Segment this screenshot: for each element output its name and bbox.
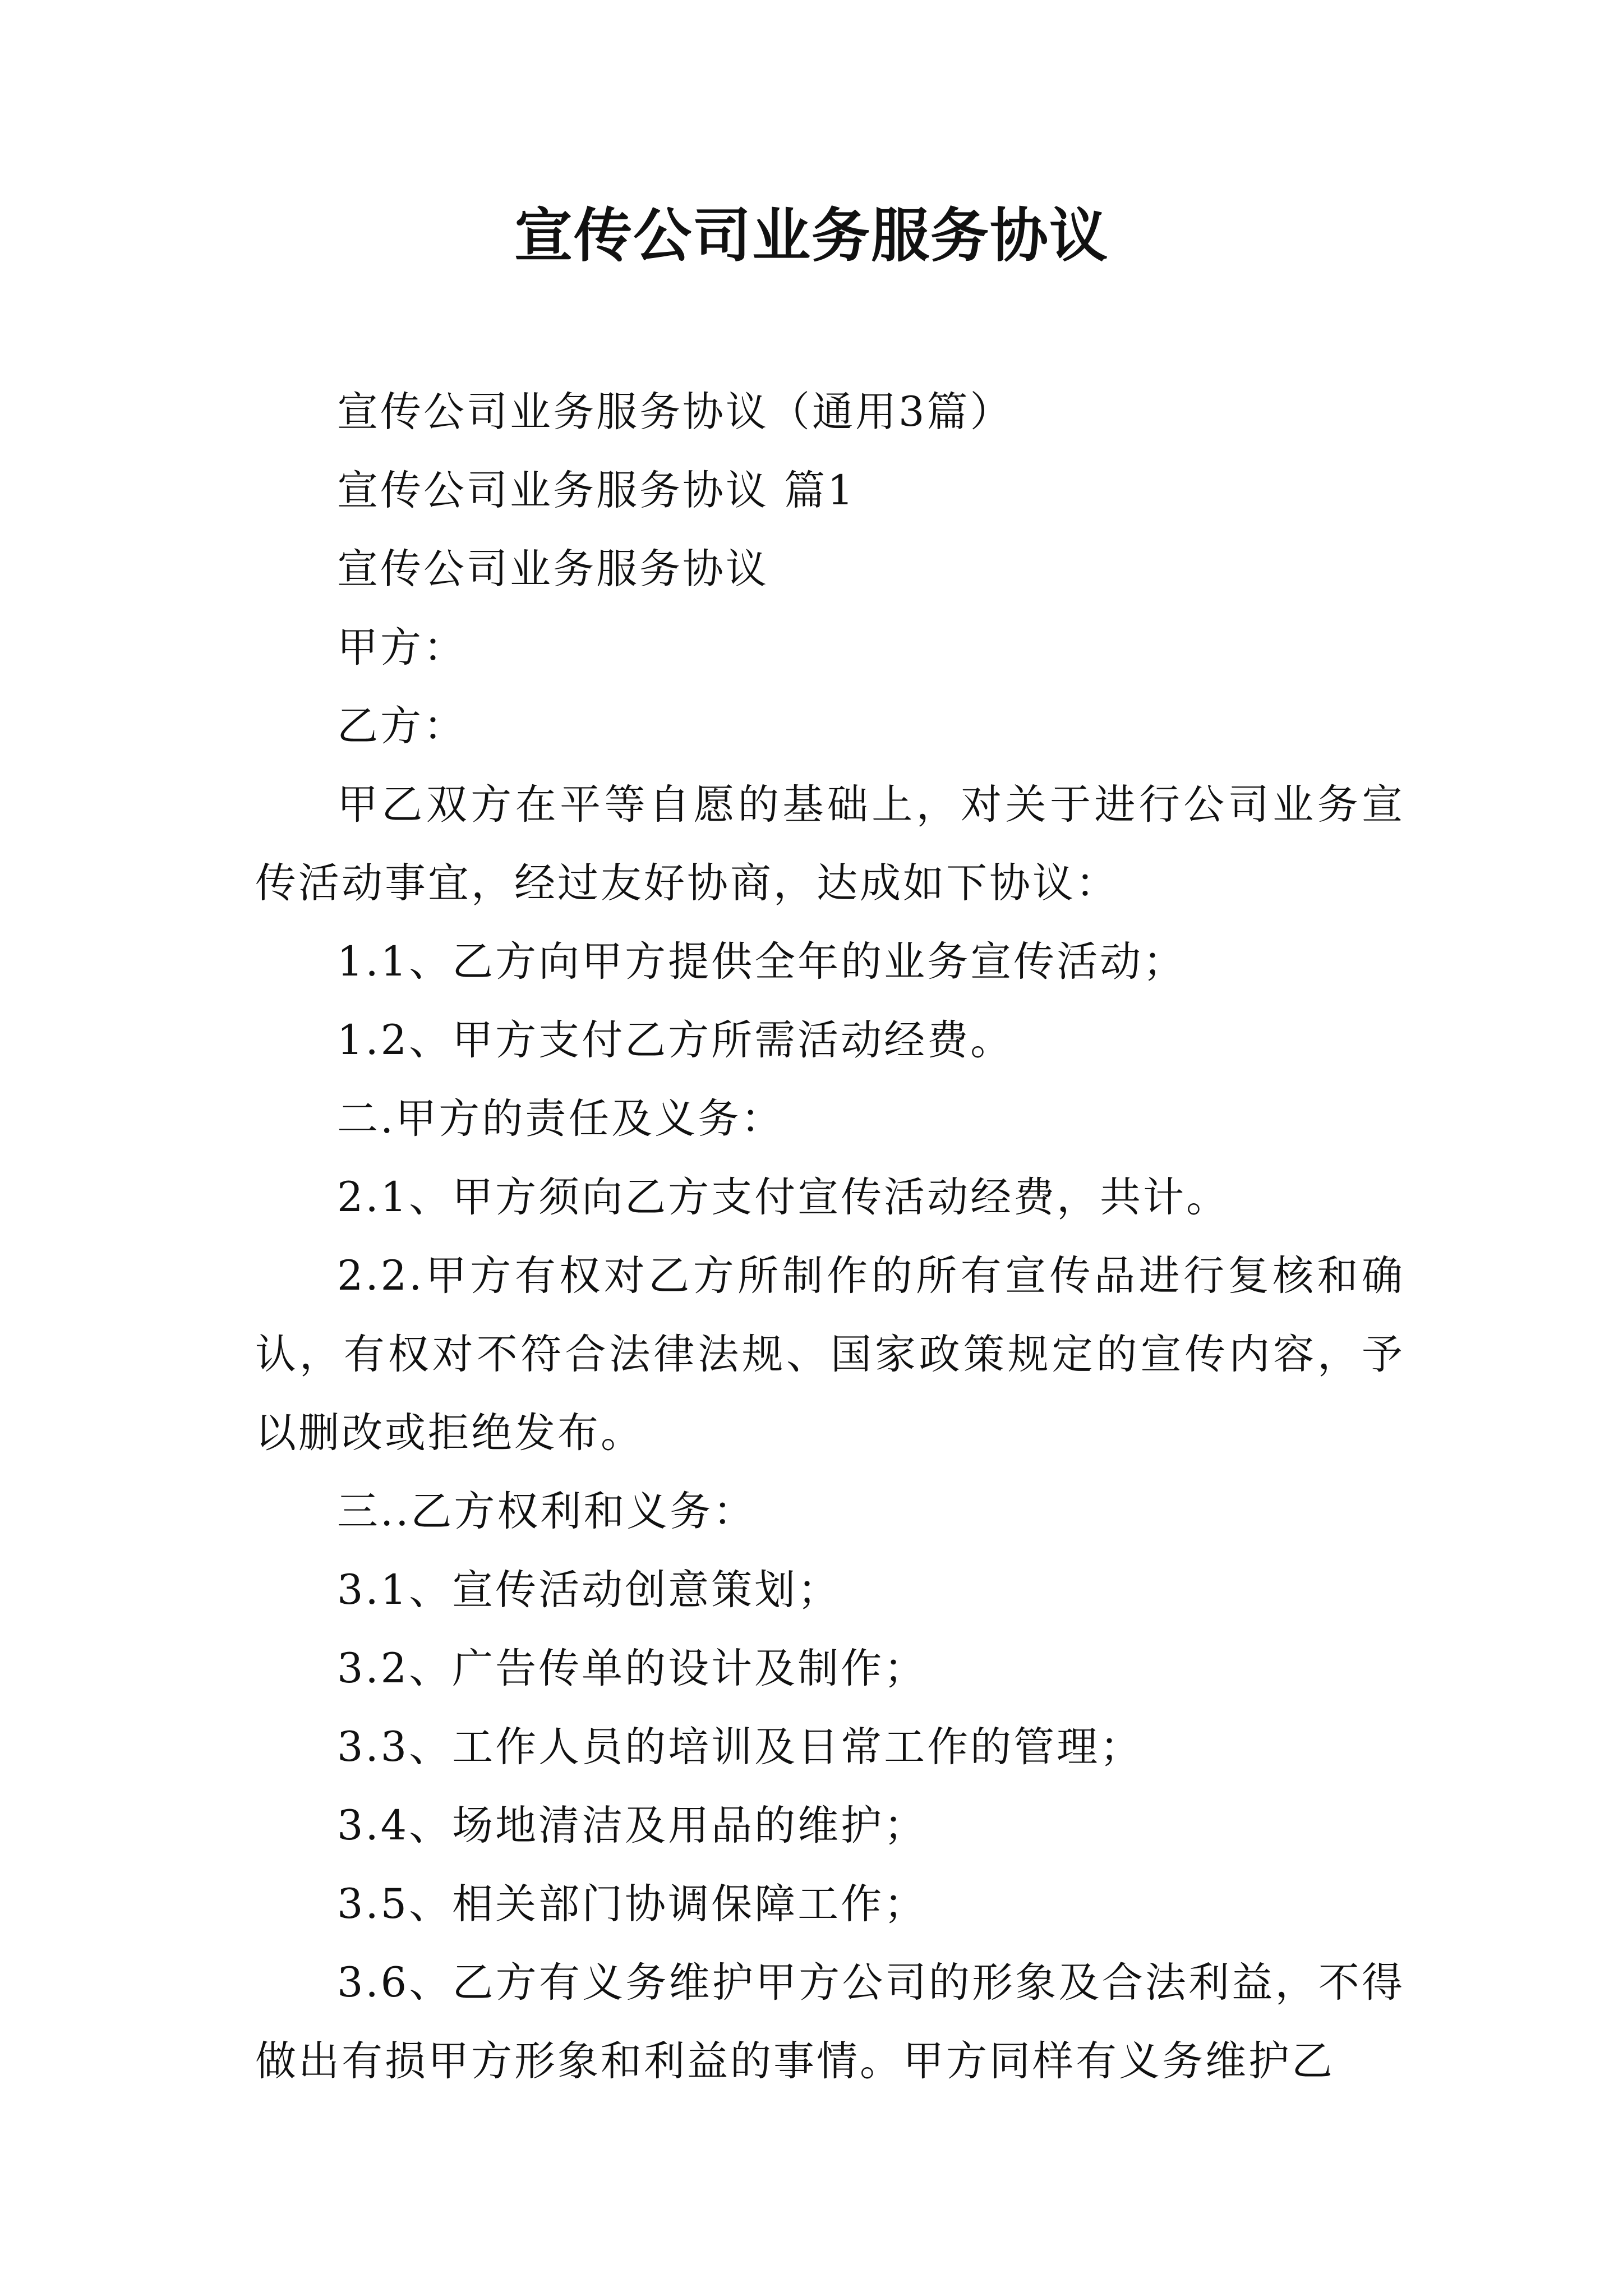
paragraph-clause-3-5: 3.5、相关部门协调保障工作； <box>337 1880 928 1928</box>
paragraph-clause-1-2: 1.2、甲方支付乙方所需活动经费。 <box>337 1016 1014 1064</box>
paragraph-clause-3-3: 3.3、工作人员的培训及日常工作的管理； <box>337 1723 1144 1771</box>
paragraph-subtitle: 宣传公司业务服务协议（通用3篇） <box>337 388 1013 436</box>
document-title: 宣传公司业务服务协议 <box>514 201 1109 270</box>
paragraph-clause-3-6: 3.6、乙方有义务维护甲方公司的形象及合法利益，不得做出有损甲方形象和利益的事情。甲方同样有义务维护乙 <box>255 1959 1405 2085</box>
paragraph-clause-3-4: 3.4、场地清洁及用品的维护； <box>337 1802 928 1849</box>
paragraph-preamble: 甲乙双方在平等自愿的基础上，对关于进行公司业务宣传活动事宜，经过友好协商，达成如下协议： <box>255 781 1405 907</box>
paragraph-section-3-heading: 三..乙方权利和义务： <box>337 1488 757 1535</box>
paragraph-agreement-name: 宣传公司业务服务协议 <box>337 545 769 593</box>
paragraph-section-heading: 宣传公司业务服务协议 篇1 <box>337 467 856 514</box>
paragraph-section-2-heading: 二.甲方的责任及义务： <box>337 1095 785 1143</box>
paragraph-party-b: 乙方： <box>337 702 467 750</box>
paragraph-party-a: 甲方： <box>337 624 467 671</box>
paragraph-clause-2-1: 2.1、甲方须向乙方支付宣传活动经费，共计。 <box>337 1174 1230 1221</box>
document-body <box>255 373 1405 2101</box>
paragraph-clause-2-2: 2.2.甲方有权对乙方所制作的所有宣传品进行复核和确认，有权对不符合法律法规、国家政策规定的宣传内容，予以删改或拒绝发布。 <box>255 1252 1405 1457</box>
paragraph-clause-3-2: 3.2、广告传单的设计及制作； <box>337 1645 928 1692</box>
paragraph-clause-3-1: 3.1、宣传活动创意策划； <box>337 1566 841 1614</box>
paragraph-clause-1-1: 1.1、乙方向甲方提供全年的业务宣传活动； <box>337 938 1187 986</box>
